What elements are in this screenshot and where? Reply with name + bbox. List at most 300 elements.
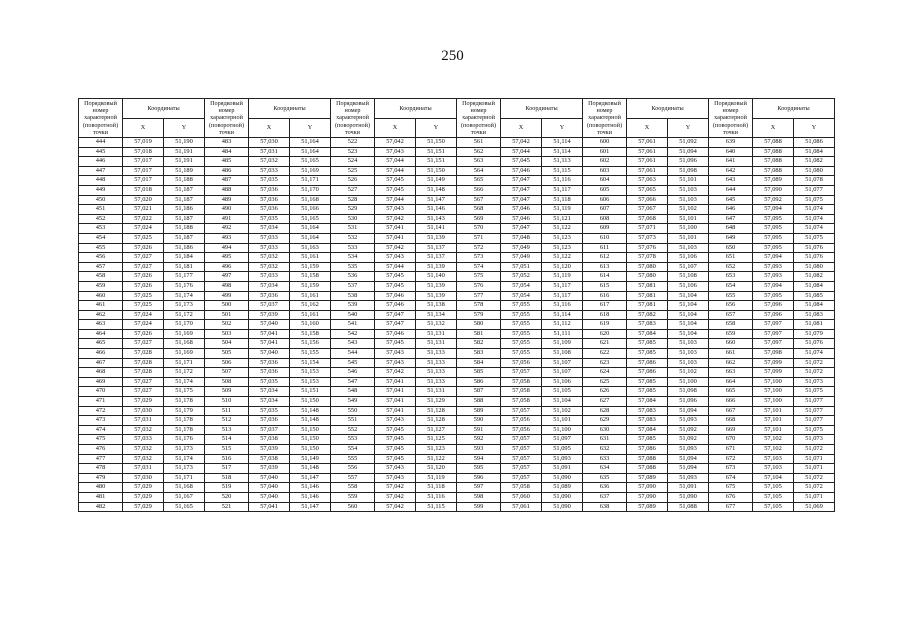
point-number: 538 bbox=[331, 291, 375, 301]
coord-x: 57,093 bbox=[753, 262, 794, 272]
table-row bbox=[79, 473, 835, 483]
coord-y: 51,086 bbox=[794, 138, 835, 148]
coord-x: 57,104 bbox=[753, 473, 794, 483]
coord-y: 51,101 bbox=[668, 233, 709, 243]
coord-x: 57,032 bbox=[249, 157, 290, 167]
table-row bbox=[79, 224, 835, 234]
coord-y: 51,077 bbox=[794, 185, 835, 195]
coord-y: 51,097 bbox=[542, 435, 583, 445]
point-number: 663 bbox=[709, 368, 753, 378]
point-number: 650 bbox=[709, 243, 753, 253]
point-number: 530 bbox=[331, 214, 375, 224]
coord-x: 57,036 bbox=[249, 358, 290, 368]
coord-x: 57,089 bbox=[753, 176, 794, 186]
coord-y: 51,112 bbox=[542, 320, 583, 330]
coord-y: 51,159 bbox=[290, 262, 331, 272]
coord-x: 57,041 bbox=[375, 387, 416, 397]
point-number: 633 bbox=[583, 454, 627, 464]
coord-y: 51,076 bbox=[794, 253, 835, 263]
coord-y: 51,150 bbox=[290, 435, 331, 445]
point-number: 628 bbox=[583, 406, 627, 416]
point-number: 444 bbox=[79, 138, 123, 148]
point-number: 654 bbox=[709, 281, 753, 291]
coord-x: 57,033 bbox=[249, 166, 290, 176]
point-number: 468 bbox=[79, 368, 123, 378]
coord-y: 51,115 bbox=[542, 166, 583, 176]
coord-x: 57,043 bbox=[375, 358, 416, 368]
point-number: 463 bbox=[79, 320, 123, 330]
coord-y: 51,075 bbox=[794, 195, 835, 205]
coord-x: 57,105 bbox=[753, 492, 794, 502]
point-number: 571 bbox=[457, 233, 501, 243]
point-number: 541 bbox=[331, 320, 375, 330]
coord-y: 51,116 bbox=[542, 176, 583, 186]
coord-y: 51,123 bbox=[542, 233, 583, 243]
header-x: X bbox=[627, 118, 668, 138]
table-row bbox=[79, 166, 835, 176]
coord-x: 57,055 bbox=[501, 349, 542, 359]
coord-x: 57,028 bbox=[123, 368, 164, 378]
coord-y: 51,101 bbox=[668, 176, 709, 186]
coord-x: 57,041 bbox=[375, 224, 416, 234]
point-number: 573 bbox=[457, 253, 501, 263]
coord-x: 57,032 bbox=[123, 445, 164, 455]
coord-x: 57,038 bbox=[249, 454, 290, 464]
point-number: 572 bbox=[457, 243, 501, 253]
coord-x: 57,043 bbox=[375, 147, 416, 157]
point-number: 635 bbox=[583, 473, 627, 483]
point-number: 590 bbox=[457, 416, 501, 426]
coord-y: 51,150 bbox=[416, 138, 457, 148]
coord-x: 57,036 bbox=[249, 416, 290, 426]
coord-x: 57,046 bbox=[375, 301, 416, 311]
point-number: 607 bbox=[583, 205, 627, 215]
point-number: 493 bbox=[205, 233, 249, 243]
point-number: 567 bbox=[457, 195, 501, 205]
coord-x: 57,046 bbox=[501, 205, 542, 215]
coord-x: 57,017 bbox=[123, 176, 164, 186]
coord-y: 51,148 bbox=[290, 464, 331, 474]
coord-y: 51,155 bbox=[290, 349, 331, 359]
point-number: 647 bbox=[709, 214, 753, 224]
table-row bbox=[79, 253, 835, 263]
point-number: 616 bbox=[583, 291, 627, 301]
coord-y: 51,129 bbox=[416, 397, 457, 407]
point-number: 473 bbox=[79, 416, 123, 426]
coord-y: 51,073 bbox=[794, 435, 835, 445]
coord-y: 51,091 bbox=[542, 464, 583, 474]
coord-y: 51,080 bbox=[794, 262, 835, 272]
coord-x: 57,058 bbox=[501, 387, 542, 397]
coord-y: 51,118 bbox=[416, 483, 457, 493]
coord-x: 57,057 bbox=[501, 454, 542, 464]
coord-y: 51,107 bbox=[668, 262, 709, 272]
point-number: 543 bbox=[331, 339, 375, 349]
coord-x: 57,024 bbox=[123, 320, 164, 330]
coord-y: 51,133 bbox=[416, 358, 457, 368]
coord-y: 51,106 bbox=[668, 253, 709, 263]
table-row bbox=[79, 157, 835, 167]
point-number: 601 bbox=[583, 147, 627, 157]
table-row bbox=[79, 214, 835, 224]
coord-x: 57,088 bbox=[753, 138, 794, 148]
coord-x: 57,030 bbox=[249, 138, 290, 148]
point-number: 548 bbox=[331, 387, 375, 397]
coord-x: 57,065 bbox=[627, 185, 668, 195]
point-number: 445 bbox=[79, 147, 123, 157]
coord-y: 51,101 bbox=[668, 214, 709, 224]
coord-x: 57,085 bbox=[627, 349, 668, 359]
coord-x: 57,061 bbox=[627, 147, 668, 157]
coord-x: 57,057 bbox=[501, 445, 542, 455]
coord-x: 57,042 bbox=[375, 214, 416, 224]
point-number: 627 bbox=[583, 397, 627, 407]
coord-y: 51,154 bbox=[290, 358, 331, 368]
coord-y: 51,071 bbox=[794, 492, 835, 502]
coord-y: 51,107 bbox=[542, 358, 583, 368]
coord-x: 57,055 bbox=[501, 301, 542, 311]
coord-y: 51,096 bbox=[668, 157, 709, 167]
coord-x: 57,095 bbox=[753, 291, 794, 301]
coord-x: 57,055 bbox=[501, 339, 542, 349]
coord-y: 51,128 bbox=[416, 416, 457, 426]
coord-y: 51,147 bbox=[416, 195, 457, 205]
coord-y: 51,178 bbox=[164, 397, 205, 407]
point-number: 558 bbox=[331, 483, 375, 493]
point-number: 451 bbox=[79, 205, 123, 215]
coord-x: 57,055 bbox=[501, 329, 542, 339]
coord-x: 57,094 bbox=[753, 253, 794, 263]
coord-y: 51,092 bbox=[668, 425, 709, 435]
coord-y: 51,168 bbox=[290, 195, 331, 205]
coord-y: 51,150 bbox=[290, 425, 331, 435]
point-number: 522 bbox=[331, 138, 375, 148]
coord-y: 51,096 bbox=[668, 397, 709, 407]
header-x: X bbox=[375, 118, 416, 138]
point-number: 515 bbox=[205, 445, 249, 455]
coord-y: 51,075 bbox=[794, 387, 835, 397]
coord-x: 57,024 bbox=[123, 224, 164, 234]
coord-x: 57,036 bbox=[249, 291, 290, 301]
coord-x: 57,101 bbox=[753, 425, 794, 435]
coord-y: 51,098 bbox=[668, 166, 709, 176]
coord-y: 51,114 bbox=[542, 138, 583, 148]
coord-x: 57,054 bbox=[501, 291, 542, 301]
point-number: 526 bbox=[331, 176, 375, 186]
point-number: 618 bbox=[583, 310, 627, 320]
coord-x: 57,082 bbox=[627, 310, 668, 320]
point-number: 657 bbox=[709, 310, 753, 320]
coord-y: 51,134 bbox=[416, 310, 457, 320]
header-point-number: Порядковый номер характерной (поворотной) точки bbox=[583, 99, 627, 138]
coord-x: 57,083 bbox=[627, 416, 668, 426]
coord-y: 51,072 bbox=[794, 368, 835, 378]
coord-x: 57,090 bbox=[753, 185, 794, 195]
coord-x: 57,041 bbox=[375, 233, 416, 243]
point-number: 632 bbox=[583, 445, 627, 455]
point-number: 474 bbox=[79, 425, 123, 435]
point-number: 672 bbox=[709, 454, 753, 464]
point-number: 501 bbox=[205, 310, 249, 320]
header-coordinates: Координаты bbox=[249, 99, 331, 119]
coord-y: 51,188 bbox=[164, 224, 205, 234]
coord-y: 51,161 bbox=[290, 291, 331, 301]
coord-x: 57,088 bbox=[753, 166, 794, 176]
coord-x: 57,042 bbox=[375, 502, 416, 512]
point-number: 483 bbox=[205, 138, 249, 148]
coord-y: 51,103 bbox=[668, 358, 709, 368]
table-row bbox=[79, 435, 835, 445]
point-number: 623 bbox=[583, 358, 627, 368]
point-number: 585 bbox=[457, 368, 501, 378]
coord-x: 57,086 bbox=[627, 358, 668, 368]
point-number: 626 bbox=[583, 387, 627, 397]
table-row bbox=[79, 387, 835, 397]
coord-y: 51,133 bbox=[416, 349, 457, 359]
coord-y: 51,094 bbox=[668, 406, 709, 416]
coordinates-table bbox=[78, 98, 835, 512]
point-number: 456 bbox=[79, 253, 123, 263]
coord-x: 57,063 bbox=[627, 176, 668, 186]
point-number: 608 bbox=[583, 214, 627, 224]
point-number: 531 bbox=[331, 224, 375, 234]
point-number: 472 bbox=[79, 406, 123, 416]
coord-x: 57,067 bbox=[627, 205, 668, 215]
coord-x: 57,068 bbox=[627, 214, 668, 224]
coord-y: 51,082 bbox=[794, 157, 835, 167]
coord-x: 57,031 bbox=[123, 416, 164, 426]
point-number: 481 bbox=[79, 492, 123, 502]
table-row bbox=[79, 185, 835, 195]
point-number: 490 bbox=[205, 205, 249, 215]
coord-x: 57,085 bbox=[627, 377, 668, 387]
point-number: 513 bbox=[205, 425, 249, 435]
coord-y: 51,071 bbox=[794, 454, 835, 464]
point-number: 582 bbox=[457, 339, 501, 349]
coord-x: 57,081 bbox=[627, 281, 668, 291]
coord-x: 57,088 bbox=[627, 454, 668, 464]
point-number: 552 bbox=[331, 425, 375, 435]
coord-x: 57,038 bbox=[249, 435, 290, 445]
coord-y: 51,092 bbox=[668, 435, 709, 445]
coord-y: 51,177 bbox=[164, 272, 205, 282]
coord-x: 57,032 bbox=[123, 454, 164, 464]
point-number: 448 bbox=[79, 176, 123, 186]
coord-x: 57,040 bbox=[249, 483, 290, 493]
coord-y: 51,131 bbox=[416, 329, 457, 339]
coord-x: 57,041 bbox=[375, 377, 416, 387]
coord-x: 57,043 bbox=[375, 253, 416, 263]
coord-x: 57,103 bbox=[753, 464, 794, 474]
header-point-number: Порядковый номер характерной (поворотной) точки bbox=[205, 99, 249, 138]
coord-y: 51,184 bbox=[164, 253, 205, 263]
point-number: 612 bbox=[583, 253, 627, 263]
coord-y: 51,128 bbox=[416, 406, 457, 416]
coord-y: 51,146 bbox=[290, 483, 331, 493]
table-row bbox=[79, 281, 835, 291]
point-number: 520 bbox=[205, 492, 249, 502]
point-number: 574 bbox=[457, 262, 501, 272]
header-y: Y bbox=[416, 118, 457, 138]
coord-x: 57,036 bbox=[249, 195, 290, 205]
coord-y: 51,174 bbox=[164, 377, 205, 387]
coord-x: 57,026 bbox=[123, 243, 164, 253]
coord-y: 51,186 bbox=[164, 243, 205, 253]
table-row bbox=[79, 349, 835, 359]
coord-x: 57,025 bbox=[123, 301, 164, 311]
coord-x: 57,054 bbox=[501, 281, 542, 291]
coord-x: 57,041 bbox=[249, 339, 290, 349]
coord-y: 51,188 bbox=[164, 176, 205, 186]
point-number: 649 bbox=[709, 233, 753, 243]
coord-y: 51,104 bbox=[668, 301, 709, 311]
coord-y: 51,133 bbox=[416, 368, 457, 378]
coord-x: 57,032 bbox=[249, 262, 290, 272]
point-number: 614 bbox=[583, 272, 627, 282]
coord-x: 57,061 bbox=[501, 502, 542, 512]
coord-y: 51,080 bbox=[794, 166, 835, 176]
coord-x: 57,066 bbox=[627, 195, 668, 205]
coord-x: 57,092 bbox=[753, 195, 794, 205]
coord-x: 57,035 bbox=[249, 176, 290, 186]
coord-x: 57,057 bbox=[501, 435, 542, 445]
point-number: 555 bbox=[331, 454, 375, 464]
coord-y: 51,175 bbox=[164, 387, 205, 397]
coord-y: 51,091 bbox=[668, 483, 709, 493]
coord-y: 51,170 bbox=[290, 185, 331, 195]
point-number: 497 bbox=[205, 272, 249, 282]
coord-x: 57,047 bbox=[501, 185, 542, 195]
point-number: 600 bbox=[583, 138, 627, 148]
point-number: 484 bbox=[205, 147, 249, 157]
point-number: 452 bbox=[79, 214, 123, 224]
coord-x: 57,030 bbox=[123, 473, 164, 483]
coord-x: 57,057 bbox=[501, 464, 542, 474]
coord-y: 51,187 bbox=[164, 185, 205, 195]
coord-y: 51,106 bbox=[542, 377, 583, 387]
coord-y: 51,139 bbox=[416, 291, 457, 301]
table-row bbox=[79, 339, 835, 349]
coord-y: 51,133 bbox=[416, 377, 457, 387]
point-number: 665 bbox=[709, 387, 753, 397]
coord-y: 51,172 bbox=[164, 368, 205, 378]
point-number: 478 bbox=[79, 464, 123, 474]
coord-y: 51,103 bbox=[668, 185, 709, 195]
point-number: 545 bbox=[331, 358, 375, 368]
coord-x: 57,094 bbox=[753, 205, 794, 215]
coord-y: 51,100 bbox=[668, 377, 709, 387]
point-number: 595 bbox=[457, 464, 501, 474]
coord-x: 57,093 bbox=[753, 272, 794, 282]
coord-x: 57,049 bbox=[501, 243, 542, 253]
coord-y: 51,104 bbox=[668, 320, 709, 330]
coord-y: 51,093 bbox=[668, 473, 709, 483]
coord-x: 57,036 bbox=[249, 205, 290, 215]
coord-x: 57,100 bbox=[753, 377, 794, 387]
coord-x: 57,096 bbox=[753, 310, 794, 320]
header-point-number: Порядковый номер характерной (поворотной) точки bbox=[457, 99, 501, 138]
point-number: 471 bbox=[79, 397, 123, 407]
coord-x: 57,099 bbox=[753, 368, 794, 378]
coord-y: 51,164 bbox=[290, 233, 331, 243]
point-number: 536 bbox=[331, 272, 375, 282]
coord-x: 57,058 bbox=[501, 397, 542, 407]
coord-y: 51,074 bbox=[794, 224, 835, 234]
coord-x: 57,101 bbox=[753, 406, 794, 416]
coord-x: 57,043 bbox=[375, 473, 416, 483]
coord-y: 51,158 bbox=[290, 329, 331, 339]
coord-x: 57,056 bbox=[501, 358, 542, 368]
point-number: 457 bbox=[79, 262, 123, 272]
coord-y: 51,166 bbox=[290, 205, 331, 215]
table-row bbox=[79, 205, 835, 215]
point-number: 467 bbox=[79, 358, 123, 368]
header-coordinates: Координаты bbox=[123, 99, 205, 119]
point-number: 625 bbox=[583, 377, 627, 387]
point-number: 675 bbox=[709, 483, 753, 493]
coord-y: 51,120 bbox=[542, 262, 583, 272]
coord-x: 57,044 bbox=[375, 195, 416, 205]
coord-x: 57,047 bbox=[375, 310, 416, 320]
coord-y: 51,114 bbox=[542, 147, 583, 157]
coord-y: 51,161 bbox=[290, 253, 331, 263]
coord-x: 57,037 bbox=[249, 425, 290, 435]
coord-x: 57,029 bbox=[123, 397, 164, 407]
header-point-number: Порядковый номер характерной (поворотной) точки bbox=[709, 99, 753, 138]
page-number: 250 bbox=[441, 48, 464, 64]
point-number: 461 bbox=[79, 301, 123, 311]
coord-x: 57,017 bbox=[123, 157, 164, 167]
coord-x: 57,026 bbox=[123, 329, 164, 339]
point-number: 529 bbox=[331, 205, 375, 215]
coord-x: 57,080 bbox=[627, 262, 668, 272]
point-number: 498 bbox=[205, 281, 249, 291]
point-number: 643 bbox=[709, 176, 753, 186]
coord-x: 57,055 bbox=[501, 310, 542, 320]
coord-y: 51,125 bbox=[416, 435, 457, 445]
point-number: 562 bbox=[457, 147, 501, 157]
coord-y: 51,153 bbox=[290, 377, 331, 387]
point-number: 586 bbox=[457, 377, 501, 387]
coord-y: 51,169 bbox=[290, 166, 331, 176]
point-number: 617 bbox=[583, 301, 627, 311]
coord-x: 57,078 bbox=[627, 253, 668, 263]
coord-x: 57,094 bbox=[753, 281, 794, 291]
coord-y: 51,072 bbox=[794, 445, 835, 455]
point-number: 547 bbox=[331, 377, 375, 387]
coord-x: 57,045 bbox=[375, 445, 416, 455]
coord-y: 51,151 bbox=[290, 387, 331, 397]
coord-y: 51,108 bbox=[542, 349, 583, 359]
coord-x: 57,057 bbox=[501, 368, 542, 378]
coord-y: 51,146 bbox=[416, 205, 457, 215]
point-number: 511 bbox=[205, 406, 249, 416]
coord-y: 51,156 bbox=[290, 339, 331, 349]
coord-y: 51,120 bbox=[416, 464, 457, 474]
point-number: 502 bbox=[205, 320, 249, 330]
header-x: X bbox=[753, 118, 794, 138]
point-number: 475 bbox=[79, 435, 123, 445]
coord-y: 51,173 bbox=[164, 464, 205, 474]
coord-x: 57,036 bbox=[249, 185, 290, 195]
coord-x: 57,031 bbox=[123, 464, 164, 474]
coord-y: 51,174 bbox=[164, 454, 205, 464]
coord-x: 57,085 bbox=[627, 339, 668, 349]
coord-y: 51,187 bbox=[164, 195, 205, 205]
point-number: 671 bbox=[709, 445, 753, 455]
table-row bbox=[79, 358, 835, 368]
point-number: 591 bbox=[457, 425, 501, 435]
